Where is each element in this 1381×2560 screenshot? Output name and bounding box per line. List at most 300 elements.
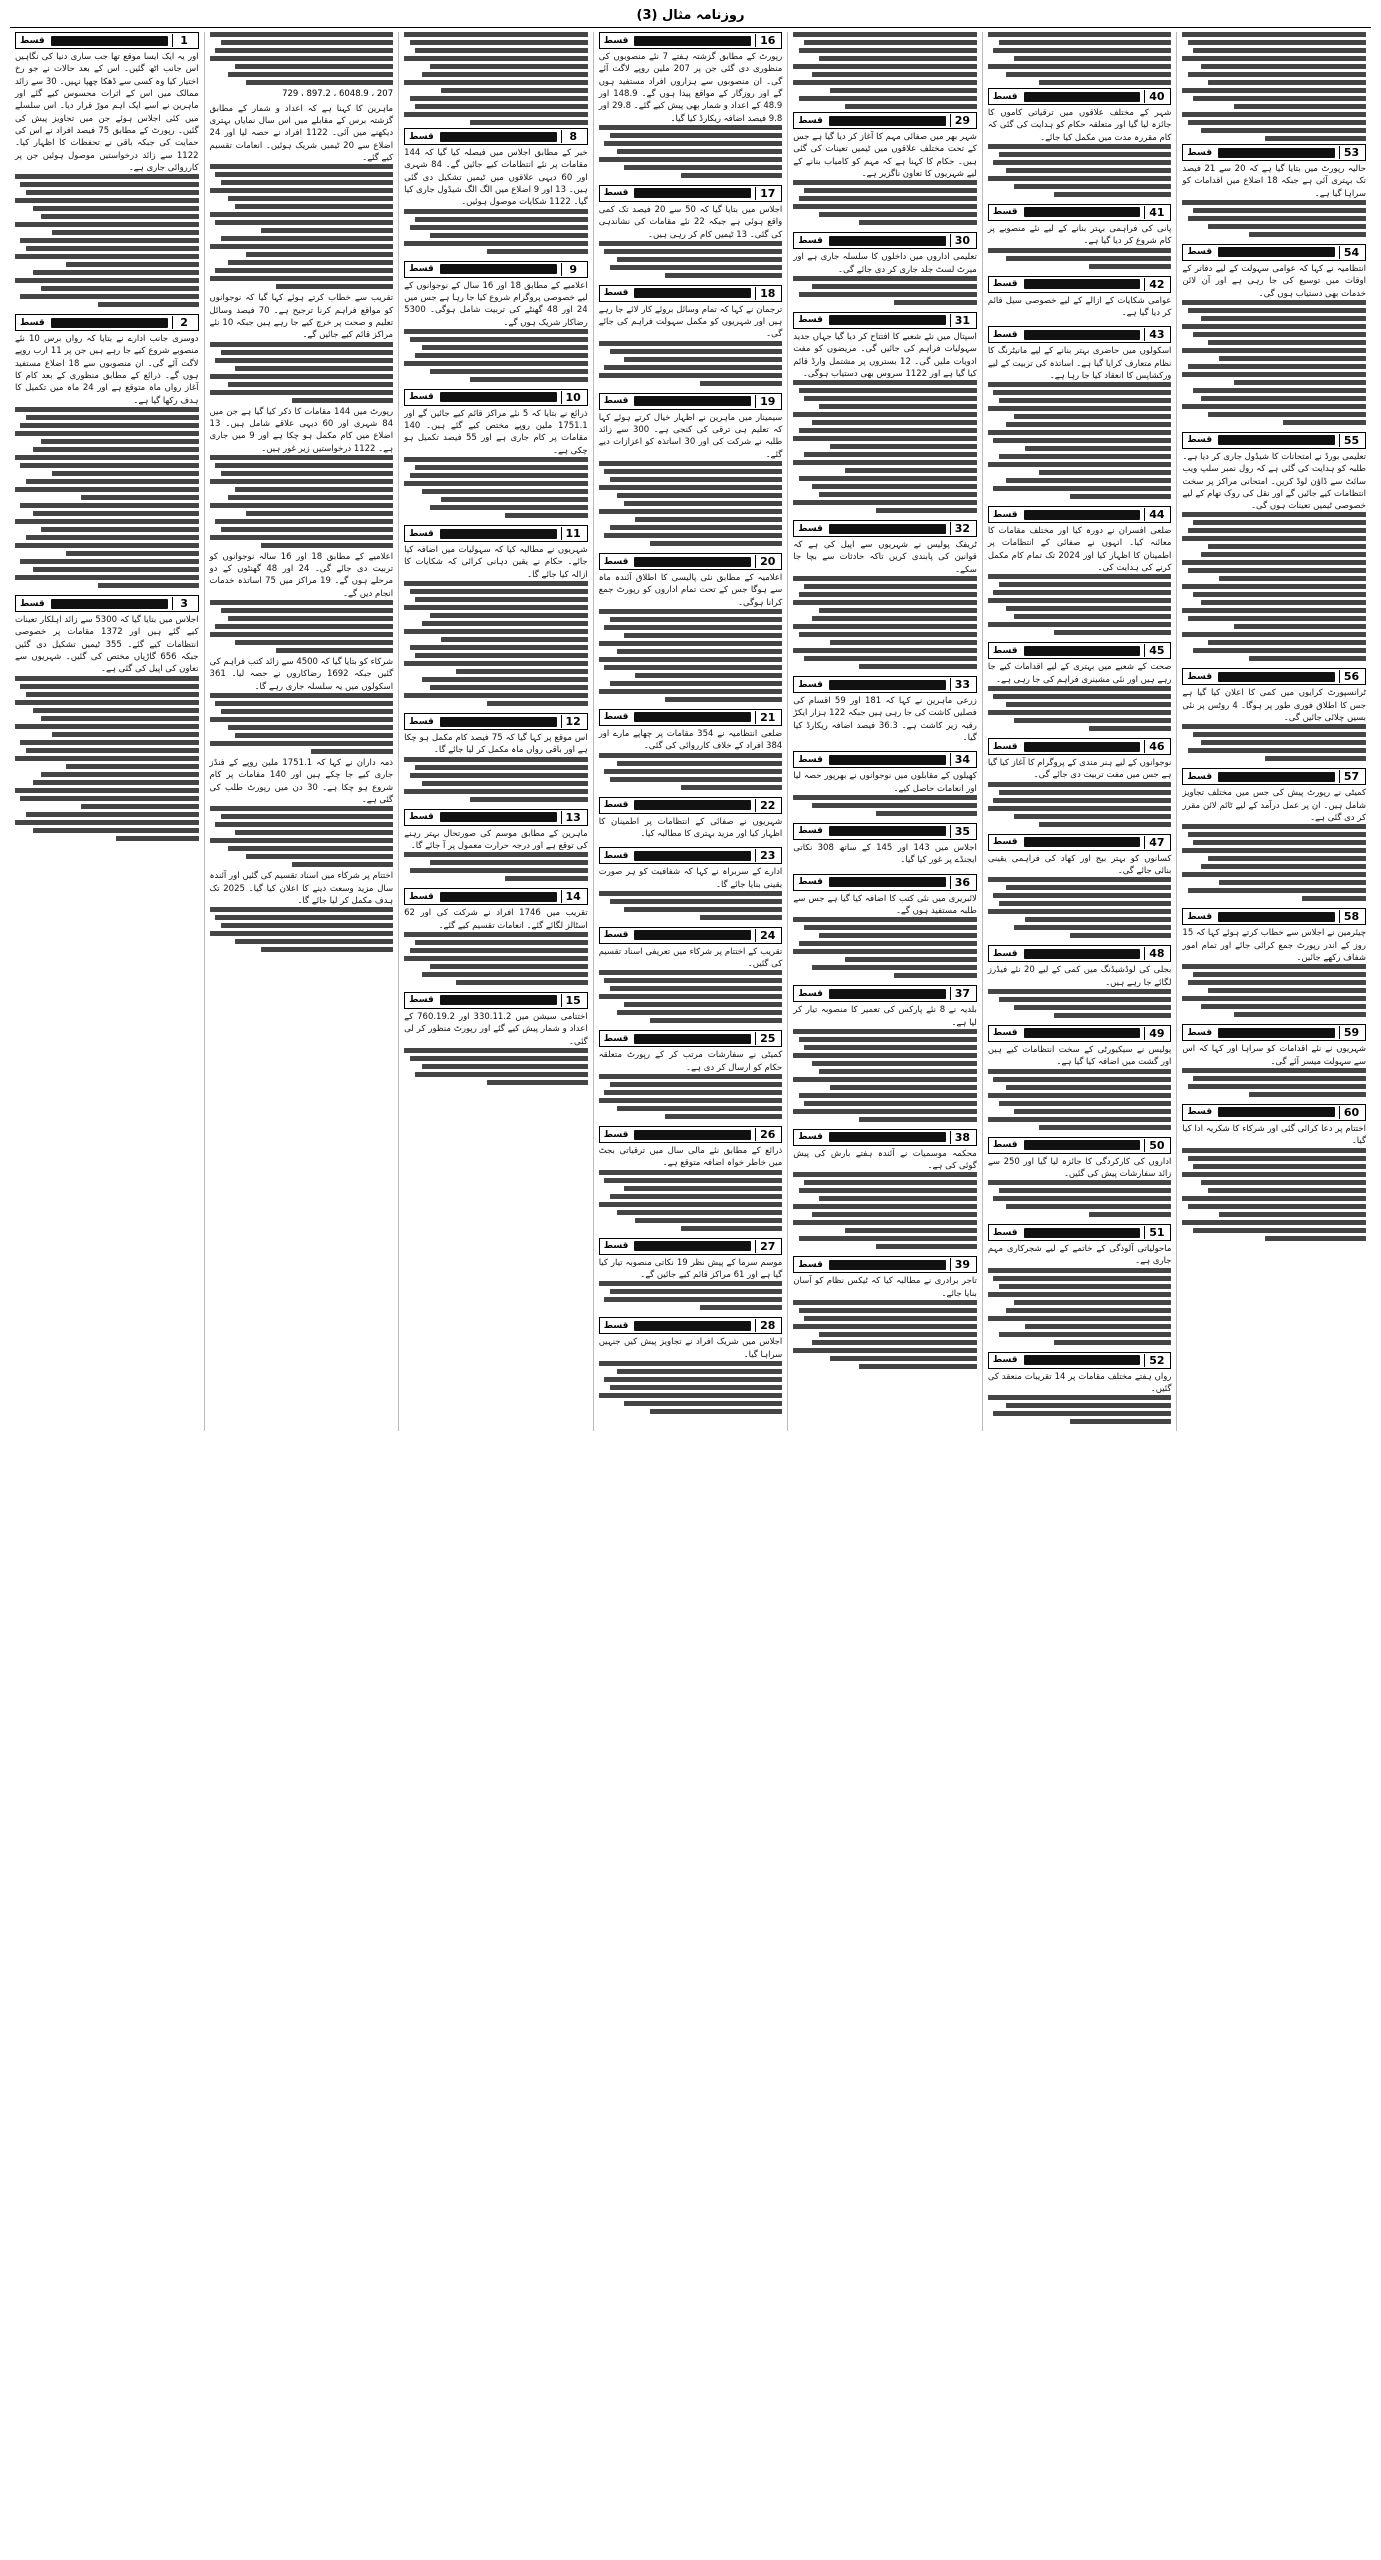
- article-header[interactable]: [15, 314, 199, 331]
- section-word: قسط: [992, 1140, 1018, 1150]
- article-header[interactable]: [404, 261, 588, 278]
- article-body: پولیس نے سیکیورٹی کے سخت انتظامات کیے ہیں اور گشت میں اضافہ کیا گیا ہے۔: [987, 1044, 1172, 1068]
- article-number: 59: [1339, 1026, 1363, 1039]
- article-23: [599, 847, 783, 920]
- article-headline-bar: [634, 1321, 751, 1331]
- article-52: [988, 1352, 1172, 1425]
- section-word: قسط: [19, 35, 45, 46]
- article-body: رپورٹ کے مطابق گزشتہ ہفتے 7 نئے منصوبوں کی منظوری دی گئی جن پر 207 ملین روپے لاگت آئے گی۔ ان منصوبوں سے ہزاروں افراد مستفید ہوں گے اور روزگار کے مواقع پیدا ہوں گے۔ 148.9 اور 48.9 کے اعداد و شمار بھی پیش کیے گئے۔ 29.8 اور 9.8 فیصد اضافہ ریکارڈ کیا گیا۔: [598, 52, 783, 124]
- article-headline-bar: [1024, 1355, 1141, 1365]
- section-word: قسط: [603, 1320, 629, 1331]
- article-header[interactable]: [988, 834, 1172, 851]
- article-body: حالیہ رپورٹ میں بتایا گیا ہے کہ 20 سے 21 فیصد تک بہتری آئی ہے جبکہ 18 اضلاع میں اقدامات کو سراہا گیا ہے۔: [1182, 164, 1366, 199]
- article-13: [404, 809, 588, 882]
- article-header[interactable]: [599, 1030, 783, 1047]
- article-header[interactable]: [988, 1025, 1172, 1042]
- article-58: [1182, 908, 1366, 1017]
- article-header[interactable]: [1182, 1024, 1366, 1041]
- article-43: [988, 326, 1172, 499]
- article-body: شہر بھر میں صفائی مہم کا آغاز کر دیا گیا ہے جس کے تحت مختلف علاقوں میں ٹیمیں تعینات کی گئی ہیں۔ حکام کا کہنا ہے کہ مہم کو کامیاب بنانے کے لیے شہریوں کا تعاون ناگزیر ہے۔: [793, 132, 977, 179]
- article-header[interactable]: [404, 389, 588, 406]
- article-body: ٹریفک پولیس نے شہریوں سے اپیل کی ہے کہ قوانین کی پابندی کریں تاکہ حادثات سے بچا جا سکے۔: [793, 540, 977, 575]
- article-body: کمیٹی نے رپورٹ پیش کی جس میں مختلف تجاویز شامل ہیں۔ ان پر عمل درآمد کے لیے ٹائم لائن مقرر کر دی گئی ہے۔: [1182, 788, 1366, 823]
- section-word: قسط: [798, 315, 823, 326]
- article-number: 60: [1339, 1106, 1363, 1119]
- section-word: قسط: [409, 131, 434, 142]
- article-header[interactable]: [599, 927, 783, 944]
- article-22: [599, 797, 783, 841]
- article-number: 22: [755, 799, 779, 812]
- article-headline-bar: [634, 1034, 751, 1044]
- article-number: 3: [172, 597, 196, 610]
- article-number: 21: [755, 711, 779, 724]
- article-1: [15, 32, 199, 307]
- article-3-body: رپورٹ میں 144 مقامات کا ذکر کیا گیا ہے جن میں 84 شہری اور 60 دیہی علاقے شامل ہیں۔ 13 اضلاع میں کام مکمل ہو چکا ہے اور 9 میں جاری ہے۔ 1122 درخواستیں زیر غور ہیں۔: [209, 406, 394, 454]
- article-headline-bar: [829, 680, 946, 690]
- section-word: قسط: [992, 741, 1018, 752]
- article-6-body: ذمہ داران نے کہا کہ 1751.1 ملین روپے کے فنڈز جاری کیے جا چکے ہیں اور 140 مقامات پر کام شروع ہو چکا ہے۔ 30 دن میں رپورٹ طلب کی گئی ہے۔: [209, 758, 394, 805]
- article-headline-bar: [1218, 912, 1335, 922]
- article-headline-bar: [634, 800, 751, 810]
- article-header[interactable]: [599, 1238, 783, 1255]
- article-headline-bar: [440, 995, 557, 1005]
- article-header[interactable]: [793, 520, 977, 537]
- article-headline-bar: [1218, 772, 1335, 782]
- article-body: صحت کے شعبے میں بہتری کے لیے اقدامات کیے جا رہے ہیں اور نئی مشینری فراہم کی جا رہی ہے۔: [987, 662, 1172, 685]
- article-header[interactable]: [988, 88, 1172, 105]
- article-49: [988, 1025, 1172, 1130]
- article-header[interactable]: [404, 809, 588, 826]
- article-header[interactable]: [404, 888, 588, 905]
- article-headline-bar: [1024, 742, 1141, 752]
- article-2: [15, 314, 199, 588]
- article-number: 57: [1339, 770, 1363, 783]
- article-headline-bar: [634, 1241, 751, 1251]
- section-word: قسط: [603, 35, 629, 46]
- column-5: [787, 32, 982, 1431]
- article-38: [793, 1129, 977, 1250]
- section-word: قسط: [603, 288, 629, 299]
- section-word: قسط: [409, 392, 434, 403]
- section-word: قسط: [19, 317, 45, 328]
- article-header[interactable]: [404, 525, 588, 542]
- article-60: [1182, 1104, 1366, 1241]
- article-body: اعلامیے کے مطابق 18 اور 16 سال کے نوجوانوں کے لیے خصوصی پروگرام شروع کیا جا رہا ہے جس میں 24 اور 48 گھنٹے کی تربیت شامل ہوگی۔ 5300 رضاکار شریک ہوں گے۔: [404, 280, 588, 328]
- section-word: قسط: [798, 754, 823, 765]
- article-number: 24: [755, 929, 779, 942]
- article-body: خبر کے مطابق اجلاس میں فیصلہ کیا گیا کہ 144 مقامات پر نئے انتظامات کیے جائیں گے۔ 84 شہری اور 60 دیہی علاقوں میں ٹیمیں تشکیل دی گئی ہیں۔ 13 اور 9 اضلاع میں الگ الگ شیڈول جاری کیا گیا۔ 1122 شکایات موصول ہوئیں۔: [404, 148, 588, 208]
- article-body: بجلی کی لوڈشیڈنگ میں کمی کے لیے 20 نئے فیڈرز لگائے جا رہے ہیں۔: [987, 965, 1172, 988]
- article-header[interactable]: [793, 676, 977, 693]
- article-body: اجلاس میں 143 اور 145 کے ساتھ 308 نکاتی ایجنڈے پر غور کیا گیا۔: [793, 842, 977, 866]
- article-3: [15, 595, 199, 841]
- section-word: قسط: [603, 188, 629, 199]
- article-header[interactable]: [988, 738, 1172, 755]
- section-word: قسط: [1187, 1027, 1213, 1038]
- article-number: 50: [1144, 1139, 1168, 1152]
- article-body: اسکولوں میں حاضری بہتر بنانے کے لیے مانیٹرنگ کا نظام متعارف کرایا گیا ہے۔ اساتذہ کی تربیت کے لیے ورکشاپس کا انعقاد کیا جا رہا ہے۔: [987, 346, 1172, 381]
- article-42: [988, 276, 1172, 320]
- article-number: 10: [561, 391, 585, 404]
- article-header[interactable]: [1182, 244, 1366, 261]
- article-header[interactable]: [988, 506, 1172, 523]
- article-headline-bar: [51, 36, 168, 46]
- article-number: 14: [561, 890, 585, 903]
- article-header[interactable]: [15, 595, 199, 612]
- section-word: قسط: [992, 91, 1018, 102]
- article-8: [404, 128, 588, 254]
- article-header[interactable]: [599, 285, 783, 302]
- article-55: [1182, 432, 1366, 662]
- article-body: اس موقع پر کہا گیا کہ 75 فیصد کام مکمل ہو چکا ہے اور باقی رواں ماہ مکمل کر لیا جائے گا۔: [404, 733, 588, 756]
- article-headline-bar: [440, 892, 557, 902]
- section-word: قسط: [603, 800, 629, 811]
- article-34: [793, 751, 977, 816]
- article-header[interactable]: [988, 945, 1172, 962]
- article-header[interactable]: [599, 393, 783, 410]
- article-9: [404, 261, 588, 382]
- article-headline-bar: [634, 851, 751, 861]
- article-header[interactable]: [404, 713, 588, 730]
- section-word: قسط: [798, 1259, 823, 1270]
- article-number: 56: [1339, 670, 1363, 683]
- article-header[interactable]: [988, 204, 1172, 221]
- article-number: 34: [950, 753, 974, 766]
- article-number: 23: [755, 849, 779, 862]
- article-39: [793, 1256, 977, 1369]
- article-number: 9: [561, 263, 585, 276]
- article-header[interactable]: [988, 642, 1172, 659]
- column-1: [10, 32, 204, 1431]
- section-word: قسط: [1187, 435, 1213, 446]
- article-headline-bar: [51, 599, 168, 609]
- section-word: قسط: [992, 948, 1018, 959]
- section-word: قسط: [798, 877, 823, 888]
- article-headline-bar: [1024, 1140, 1141, 1150]
- article-header[interactable]: [793, 112, 977, 129]
- section-word: قسط: [992, 509, 1018, 520]
- section-word: قسط: [1187, 1107, 1213, 1118]
- section-word: قسط: [603, 1241, 629, 1252]
- article-lead: [1182, 32, 1366, 141]
- article-50: [988, 1137, 1172, 1218]
- article-body: کھیلوں کے مقابلوں میں نوجوانوں نے بھرپور حصہ لیا اور انعامات حاصل کیے۔: [793, 771, 977, 794]
- article-number: 51: [1144, 1226, 1168, 1239]
- article-header[interactable]: [1182, 432, 1366, 449]
- article-body: شہریوں نے صفائی کے انتظامات پر اطمینان کا اظہار کیا اور مزید بہتری کا مطالبہ کیا۔: [598, 816, 783, 839]
- article-body: تعلیمی اداروں میں داخلوں کا سلسلہ جاری ہے اور میرٹ لسٹ جلد جاری کر دی جائے گی۔: [793, 252, 977, 275]
- article-header[interactable]: [988, 276, 1172, 293]
- article-18: [599, 285, 783, 386]
- article-number: 27: [755, 1240, 779, 1253]
- article-header[interactable]: [793, 874, 977, 891]
- article-body: اداروں کی کارکردگی کا جائزہ لیا گیا اور 250 سے زائد سفارشات پیش کی گئیں۔: [987, 1156, 1172, 1179]
- article-headline-bar: [1024, 949, 1141, 959]
- section-word: قسط: [798, 1132, 823, 1143]
- article-header[interactable]: [793, 751, 977, 768]
- article-body: اجلاس میں بتایا گیا کہ 50 سے 20 فیصد تک کمی واقع ہوئی ہے جبکہ 22 نئے مقامات کی نشاندہی کی گئی۔ 13 ٹیمیں کام کر رہی ہیں۔: [598, 204, 783, 240]
- article-header[interactable]: [404, 128, 588, 145]
- article-body: تاجر برادری نے مطالبہ کیا کہ ٹیکس نظام کو آسان بنایا جائے۔: [793, 1276, 977, 1299]
- article-header[interactable]: [988, 1352, 1172, 1369]
- article-headline-bar: [1218, 1107, 1335, 1117]
- article-body: ٹرانسپورٹ کرایوں میں کمی کا اعلان کیا گیا ہے جس کا اطلاق فوری طور پر ہوگا۔ 4 روٹس پر نئی بسیں چلائی جائیں گی۔: [1182, 688, 1367, 724]
- article-headline-bar: [634, 36, 751, 46]
- section-word: قسط: [409, 812, 434, 823]
- article-30: [793, 232, 977, 305]
- section-word: قسط: [992, 1227, 1018, 1238]
- article-headline-bar: [1024, 646, 1141, 656]
- section-word: قسط: [1187, 247, 1213, 258]
- article-body: اختتام پر دعا کرائی گئی اور شرکاء کا شکریہ ادا کیا گیا۔: [1182, 1123, 1366, 1147]
- article-number: 37: [950, 987, 974, 1000]
- article-body: ترجمان نے کہا کہ تمام وسائل بروئے کار لائے جا رہے ہیں اور شہریوں کو مکمل سہولت فراہم کی جائے گی۔: [598, 304, 783, 340]
- article-number: 54: [1339, 246, 1363, 259]
- article-51: [988, 1224, 1172, 1345]
- article-14: [404, 888, 588, 985]
- article-number: 35: [950, 825, 974, 838]
- article-21: [599, 709, 783, 790]
- article-header[interactable]: [599, 709, 783, 726]
- article-header[interactable]: [793, 232, 977, 249]
- article-body: محکمہ موسمیات نے آئندہ ہفتے بارش کی پیش گوئی کی ہے۔: [793, 1148, 977, 1172]
- article-17: [599, 185, 783, 278]
- article-headline-bar: [1024, 1228, 1141, 1238]
- article-headline-bar: [829, 826, 946, 836]
- section-word: قسط: [603, 1033, 629, 1044]
- article-headline-bar: [634, 1130, 751, 1140]
- article-headline-bar: [634, 930, 751, 940]
- article-header[interactable]: [599, 1317, 783, 1334]
- article-body: ضلعی افسران نے دورہ کیا اور مختلف مقامات کا معائنہ کیا۔ انہوں نے صفائی کے انتظامات پر اطمینان کا اظہار کیا اور 2024 تک تمام کام مکمل کرنے کی ہدایت کی۔: [987, 526, 1172, 574]
- article-number: 25: [755, 1032, 779, 1045]
- article-number: 48: [1144, 947, 1168, 960]
- article-29: [793, 112, 977, 225]
- section-word: قسط: [798, 235, 823, 246]
- article-body: بلدیہ نے 8 نئے پارکس کی تعمیر کا منصوبہ تیار کر لیا ہے۔: [793, 1005, 977, 1028]
- article-headline-bar: [634, 288, 751, 298]
- article-headline-bar: [440, 529, 557, 539]
- article-body: شہر کے مختلف علاقوں میں ترقیاتی کاموں کا جائزہ لیا گیا اور متعلقہ حکام کو ہدایت کی گئی کہ کام مقررہ مدت میں مکمل کیا جائے۔: [987, 108, 1172, 143]
- article-number: 33: [950, 678, 974, 691]
- section-word: قسط: [1187, 147, 1213, 158]
- article-body: ماہرین کے مطابق موسم کی صورتحال بہتر رہنے کی توقع ہے اور درجہ حرارت معمول پر آ جائے گا۔: [404, 828, 588, 851]
- article-headline-bar: [634, 557, 751, 567]
- article-31: [793, 312, 977, 513]
- article-header[interactable]: [793, 1129, 977, 1146]
- article-number: 40: [1144, 90, 1168, 103]
- article-11: [404, 525, 588, 706]
- article-headline-bar: [440, 392, 557, 402]
- article-body: تقریب کے اختتام پر شرکاء میں تعریفی اسناد تقسیم کی گئیں۔: [598, 946, 783, 970]
- article-number: 47: [1144, 836, 1168, 849]
- article-headline-bar: [1218, 672, 1335, 682]
- article-1-numbers: 207 ، 6048.9 ، 897.2 ، 729: [282, 89, 394, 99]
- article-44: [988, 506, 1172, 635]
- article-number: 44: [1144, 508, 1168, 521]
- article-headline-bar: [829, 1260, 946, 1270]
- article-body: ادارے کے سربراہ نے کہا کہ شفافیت کو ہر صورت یقینی بنایا جائے گا۔: [598, 867, 783, 890]
- article-body: کسانوں کو بہتر بیج اور کھاد کی فراہمی یقینی بنائی جائے گی۔: [987, 853, 1172, 876]
- article-body: نوجوانوں کے لیے ہنر مندی کے پروگرام کا آغاز کیا گیا ہے جس میں مفت تربیت دی جائے گی۔: [987, 758, 1172, 781]
- article-10: [404, 389, 588, 518]
- column-4: [593, 32, 788, 1431]
- article-body: عوامی شکایات کے ازالے کے لیے خصوصی سیل قائم کر دیا گیا ہے۔: [987, 295, 1172, 318]
- article-header[interactable]: [988, 1224, 1172, 1241]
- article-header[interactable]: [599, 1126, 783, 1143]
- section-word: قسط: [992, 207, 1018, 218]
- article-headline-bar: [1218, 1028, 1335, 1038]
- section-word: قسط: [603, 396, 629, 407]
- section-word: قسط: [992, 645, 1018, 656]
- article-header[interactable]: [599, 32, 783, 49]
- article-header[interactable]: [599, 847, 783, 864]
- article-headline-bar: [1024, 510, 1141, 520]
- article-4-body: اعلامیے کے مطابق 18 اور 16 سالہ نوجوانوں کو تربیت دی جائے گی۔ 24 اور 48 گھنٹوں کے دو مرحلے ہوں گے۔ 19 مراکز میں 75 اساتذہ خدمات انجام دیں گے۔: [209, 551, 394, 599]
- article-47: [988, 834, 1172, 939]
- article-45: [988, 642, 1172, 731]
- article-27: [599, 1238, 783, 1311]
- article-2-body: تقریب سے خطاب کرتے ہوئے کہا گیا کہ نوجوانوں کو مواقع فراہم کرنا ترجیح ہے۔ 70 فیصد وسائل تعلیم و صحت پر خرچ کیے جا رہے ہیں جبکہ 10 نئے مراکز قائم کیے جائیں گے۔: [209, 293, 394, 341]
- article-number: 38: [950, 1131, 974, 1144]
- section-word: قسط: [603, 850, 629, 861]
- section-word: قسط: [798, 523, 823, 534]
- article-number: 39: [950, 1258, 974, 1271]
- article-body: اجلاس میں شریک افراد نے تجاویز پیش کیں جنہیں سراہا گیا۔: [598, 1337, 783, 1360]
- article-header[interactable]: [793, 985, 977, 1002]
- article-headline-bar: [1024, 837, 1141, 847]
- article-number: 31: [950, 314, 974, 327]
- section-word: قسط: [603, 930, 629, 941]
- article-header[interactable]: [404, 992, 588, 1009]
- section-word: قسط: [409, 528, 434, 539]
- section-word: قسط: [798, 679, 823, 690]
- column-3: [398, 32, 593, 1431]
- article-number: 53: [1339, 146, 1363, 159]
- article-41: [988, 204, 1172, 269]
- article-59: [1182, 1024, 1366, 1097]
- article-36: [793, 874, 977, 979]
- article-headline-bar: [1024, 207, 1141, 217]
- article-headline-bar: [829, 989, 946, 999]
- article-number: 16: [755, 34, 779, 47]
- article-37: [793, 985, 977, 1122]
- article-number: 26: [755, 1128, 779, 1141]
- article-headline-bar: [1024, 330, 1141, 340]
- article-20: [599, 553, 783, 702]
- article-33: [793, 676, 977, 744]
- article-body: ذرائع نے بتایا کہ 5 نئے مراکز قائم کیے جائیں گے اور 1751.1 ملین روپے مختص کیے گئے ہیں۔ 140 مقامات پر کام جاری ہے اور 55 فیصد تکمیل ہو چکی ہے۔: [404, 408, 588, 456]
- article-number: 15: [561, 994, 585, 1007]
- article-headline-bar: [440, 132, 557, 142]
- section-word: قسط: [409, 995, 434, 1006]
- article-19: [599, 393, 783, 546]
- article-header[interactable]: [793, 1256, 977, 1273]
- article-body: پانی کی فراہمی بہتر بنانے کے لیے نئے منصوبے پر کام شروع کر دیا گیا ہے۔: [987, 223, 1172, 247]
- article-body: کمیٹی نے سفارشات مرتب کر کے رپورٹ متعلقہ حکام کو ارسال کر دی ہے۔: [598, 1050, 783, 1073]
- article-number: 19: [755, 395, 779, 408]
- article-number: 45: [1144, 644, 1168, 657]
- article-56: [1182, 668, 1366, 761]
- article-header[interactable]: [793, 823, 977, 840]
- column-7: [1176, 32, 1371, 1431]
- article-number: 2: [172, 316, 196, 329]
- article-15: [404, 992, 588, 1085]
- article-body: اعلامیہ کے مطابق نئی پالیسی کا اطلاق آئندہ ماہ سے ہوگا جس کے تحت تمام اداروں کو رپورٹ جمع کرانا ہوگی۔: [598, 573, 783, 608]
- article-number: 28: [755, 1319, 779, 1332]
- article-headline-bar: [829, 877, 946, 887]
- article-header[interactable]: [599, 553, 783, 570]
- article-number: 13: [561, 811, 585, 824]
- article-46: [988, 738, 1172, 827]
- article-header[interactable]: [988, 326, 1172, 343]
- page-title: روزنامہ مثال (3): [10, 6, 1371, 28]
- section-word: قسط: [798, 115, 823, 126]
- article-body: ضلعی انتظامیہ نے 354 مقامات پر چھاپے مارے اور 384 افراد کے خلاف کارروائی کی گئی۔: [598, 728, 783, 752]
- article-number: 11: [561, 527, 585, 540]
- article-body: اور یہ ایک ایسا موقع تھا جب ساری دنیا کی نگاہیں اس جانب اٹھ گئیں۔ اس کے بعد حالات نے جو رخ اختیار کیا وہ کسی سے ڈھکا چھپا نہیں۔ 30 سے زائد ممالک میں اس کے اثرات محسوس کیے گئے اور ماہرین نے اسے ایک اہم موڑ قرار دیا۔ اس سلسلے میں کئی اجلاس ہوئے جن میں تجاویز پیش کی گئیں۔ رپورٹ کے مطابق 75 فیصد افراد نے اس کی حمایت کی جبکہ باقی نے تحفظات کا اظہار کیا۔ 1122 سے زائد درخواستیں موصول ہوئیں جن پر کارروائی جاری ہے۔: [14, 52, 199, 173]
- article-body: زرعی ماہرین نے کہا کہ 181 اور 59 اقسام کی فصلیں کاشت کی جا رہی ہیں جبکہ 122 ہزار ایکڑ رقبہ زیر کاشت ہے۔ 36.3 فیصد اضافہ ریکارڈ کیا گیا۔: [793, 696, 977, 743]
- article-body: لائبریری میں نئی کتب کا اضافہ کیا گیا ہے جس سے طلبہ مستفید ہوں گے۔: [793, 893, 977, 916]
- article-48: [988, 945, 1172, 1018]
- article-headline-bar: [1024, 1028, 1141, 1038]
- article-header[interactable]: [599, 185, 783, 202]
- article-28: [599, 1317, 783, 1414]
- article-header[interactable]: [988, 1137, 1172, 1154]
- article-header[interactable]: [15, 32, 199, 49]
- article-headline-bar: [634, 712, 751, 722]
- article-header[interactable]: [793, 312, 977, 329]
- article-40: [988, 88, 1172, 197]
- article-headline-bar: [829, 524, 946, 534]
- article-number: 43: [1144, 328, 1168, 341]
- article-headline-bar: [440, 812, 557, 822]
- section-word: قسط: [1187, 911, 1213, 922]
- article-header[interactable]: [1182, 1104, 1366, 1121]
- article-header[interactable]: [1182, 908, 1366, 925]
- article-number: 20: [755, 555, 779, 568]
- article-number: 29: [950, 114, 974, 127]
- article-header[interactable]: [599, 797, 783, 814]
- article-body: رواں ہفتے مختلف مقامات پر 14 تقریبات منعقد کی گئیں۔: [987, 1371, 1172, 1395]
- article-header[interactable]: [1182, 768, 1366, 785]
- article-53: [1182, 32, 1366, 237]
- article-body: ذرائع کے مطابق نئے مالی سال میں ترقیاتی بجٹ میں خاطر خواہ اضافہ متوقع ہے۔: [598, 1146, 783, 1169]
- article-body: تقریب میں 1746 افراد نے شرکت کی اور 62 اسٹالز لگائے گئے۔ انعامات تقسیم کیے گئے۔: [404, 908, 588, 931]
- article-number: 12: [561, 715, 585, 728]
- article-26: [599, 1126, 783, 1231]
- article-number: 42: [1144, 278, 1168, 291]
- article-headline-bar: [829, 755, 946, 765]
- article-header[interactable]: [1182, 668, 1366, 685]
- article-57: [1182, 768, 1366, 901]
- article-25: [599, 1030, 783, 1119]
- article-number: 58: [1339, 910, 1363, 923]
- article-number: 30: [950, 234, 974, 247]
- article-number: 49: [1144, 1027, 1168, 1040]
- section-word: قسط: [603, 712, 629, 723]
- article-number: 18: [755, 287, 779, 300]
- article-body: موسم سرما کے پیش نظر 19 نکاتی منصوبہ تیار کیا گیا ہے اور 61 مراکز قائم کیے جائیں گے۔: [598, 1257, 783, 1280]
- article-35: [793, 823, 977, 867]
- article-54: [1182, 244, 1366, 425]
- article-number: 46: [1144, 740, 1168, 753]
- section-word: قسط: [19, 598, 45, 609]
- article-headline-bar: [1024, 92, 1141, 102]
- article-number: 32: [950, 522, 974, 535]
- article-header[interactable]: [1182, 144, 1366, 161]
- article-headline-bar: [829, 315, 946, 325]
